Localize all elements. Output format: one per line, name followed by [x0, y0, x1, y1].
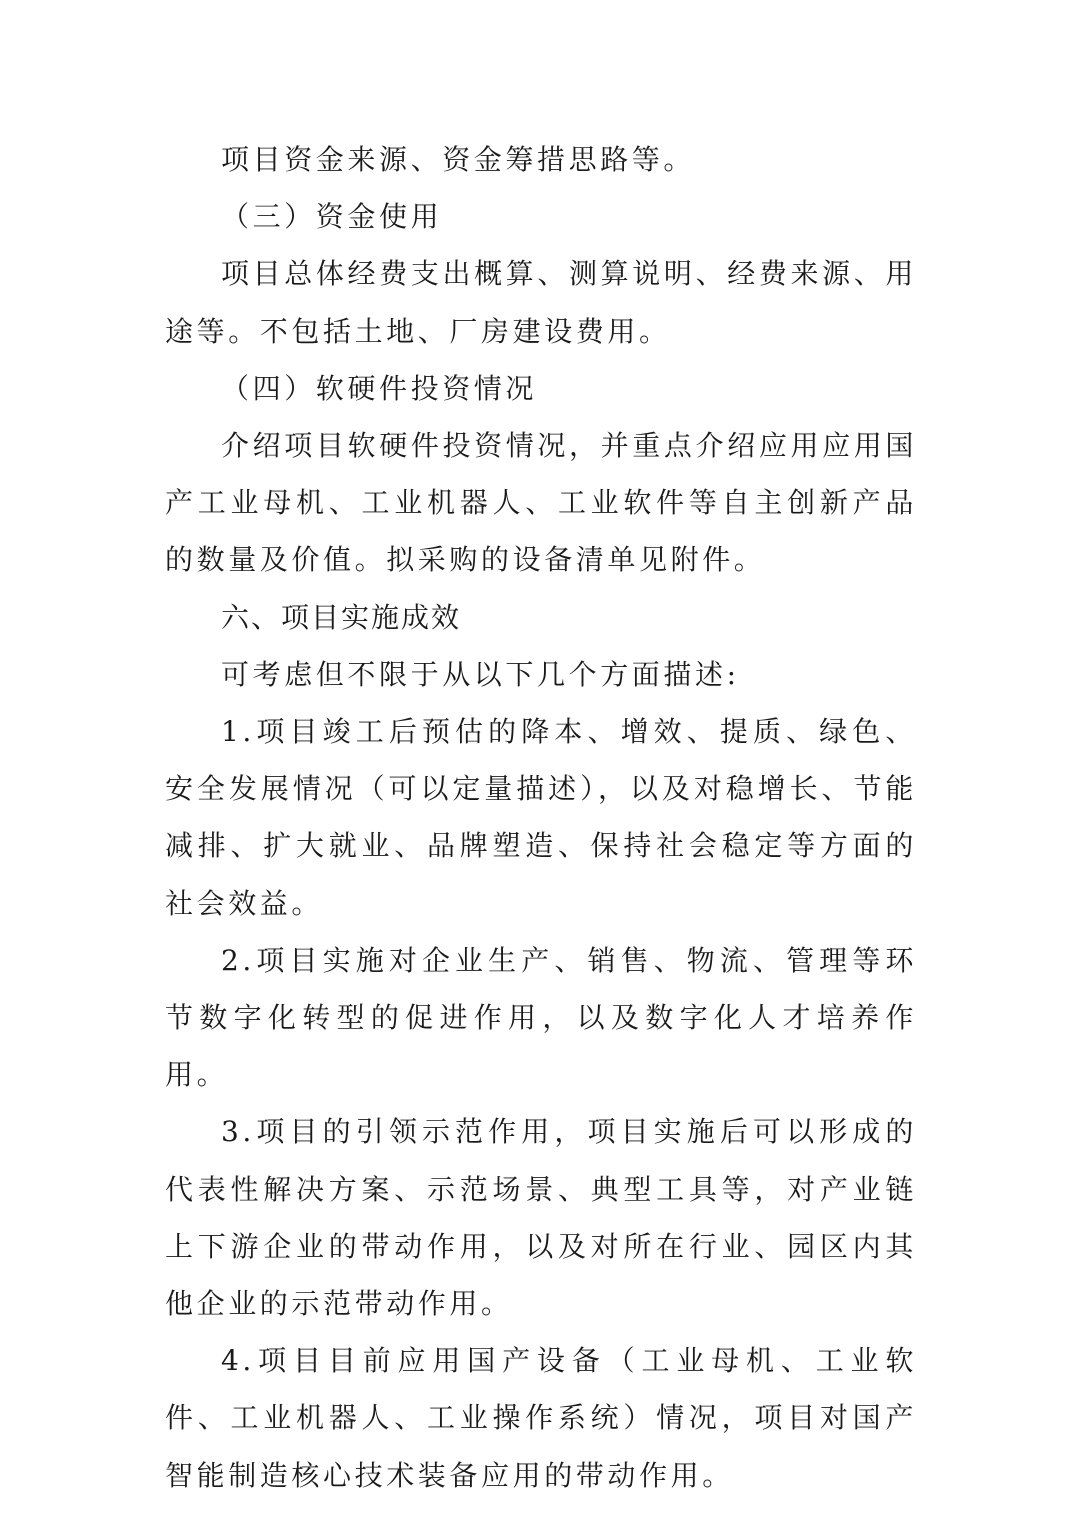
list-item-3: 3.项目的引领示范作用，项目实施后可以形成的代表性解决方案、示范场景、典型工具等，对产业链上下游企业的带动作用，以及对所在行业、园区内其他企业的示范带动作用。: [165, 1115, 917, 1321]
paragraph-funds-use: 项目总体经费支出概算、测算说明、经费来源、用途等。不包括土地、厂房建设费用。: [165, 257, 917, 348]
paragraph-investment: 介绍项目软硬件投资情况，并重点介绍应用应用国产工业母机、工业机器人、工业软件等自主创新产品的数量及价值。拟采购的设备清单见附件。: [165, 429, 917, 577]
list-item-2: 2.项目实施对企业生产、销售、物流、管理等环节数字化转型的促进作用，以及数字化人才培养作用。: [165, 943, 917, 1092]
heading-investment: （四）软硬件投资情况: [221, 371, 538, 405]
paragraph-intro: 可考虑但不限于从以下几个方面描述:: [221, 657, 740, 691]
list-item-1: 1.项目竣工后预估的降本、增效、提质、绿色、安全发展情况（可以定量描述），以及对稳增长、节能减排、扩大就业、品牌塑造、保持社会稳定等方面的社会效益。: [165, 715, 917, 920]
paragraph-funding-source: 项目资金来源、资金筹措思路等。: [221, 143, 696, 176]
heading-funds-use: （三）资金使用: [221, 200, 443, 234]
document-body: [165, 131, 917, 1504]
list-item-4: 4.项目目前应用国产设备（工业母机、工业软件、工业机器人、工业操作系统）情况，项目对国产智能制造核心技术装备应用的带动作用。: [165, 1344, 917, 1492]
heading-section-6: 六、项目实施成效: [221, 600, 462, 634]
